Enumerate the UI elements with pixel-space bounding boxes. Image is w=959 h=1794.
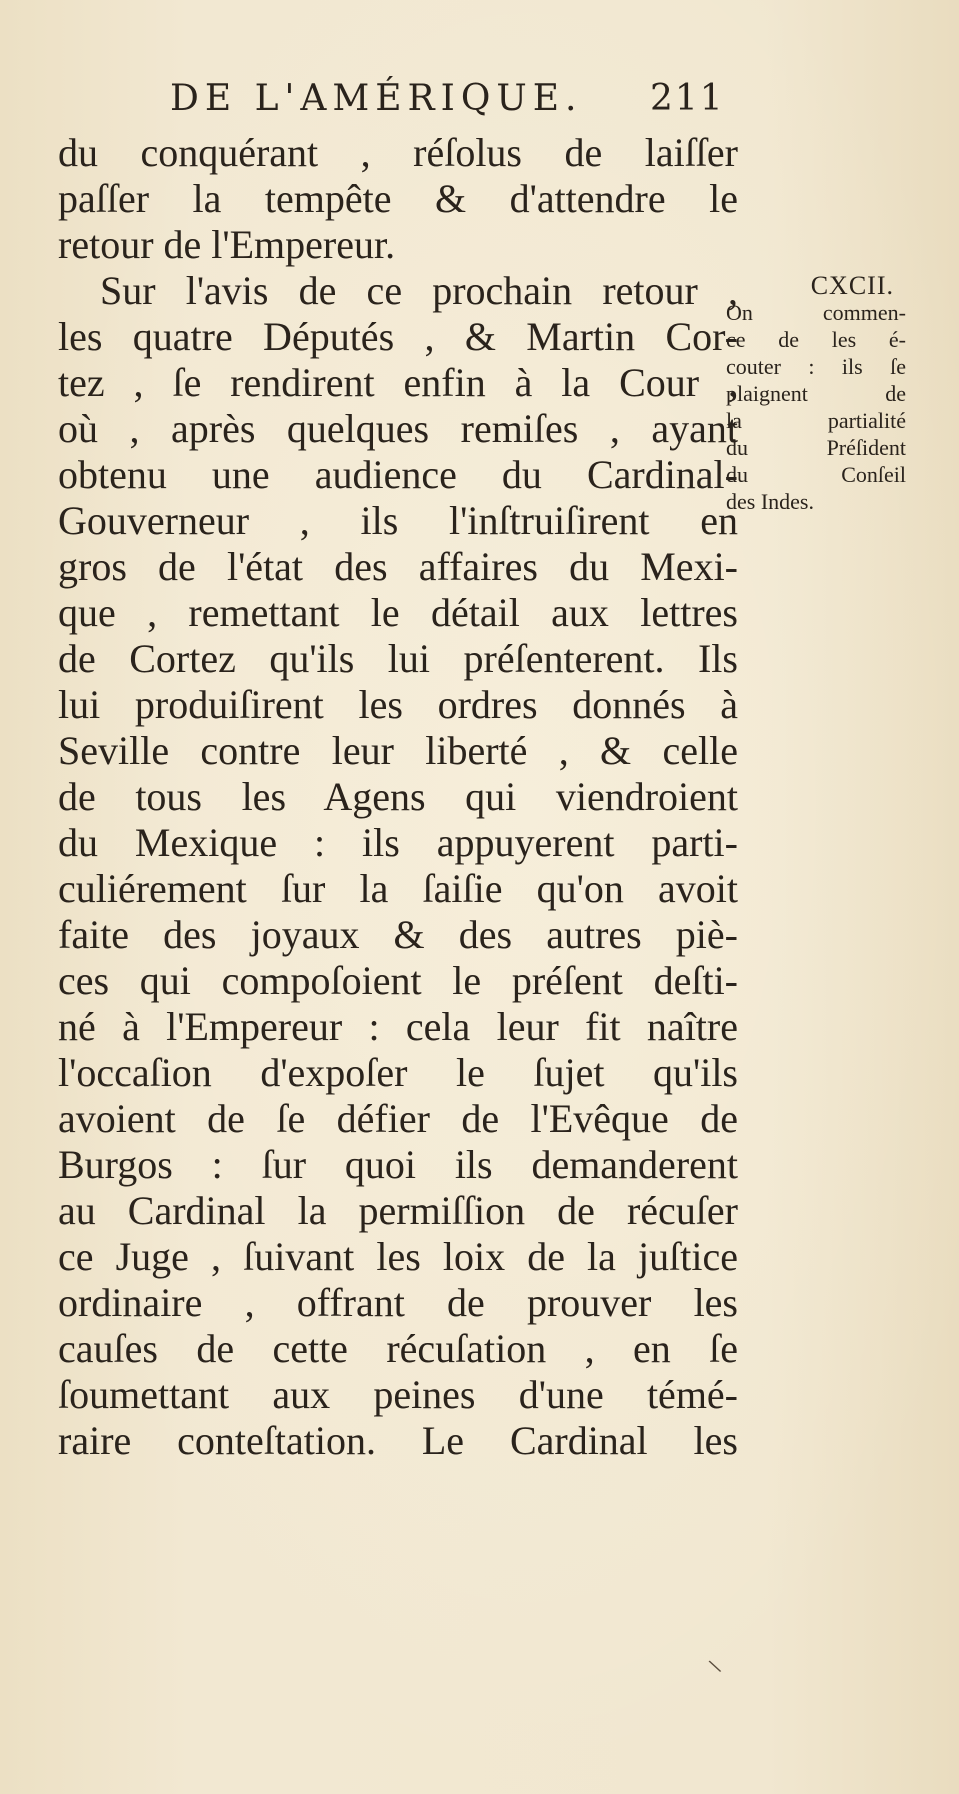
text-line: les quatre Députés , & Martin Cor- (58, 314, 738, 359)
text-line: ſoumettant aux peines d'une témé- (58, 1372, 738, 1417)
marginal-note-line: On commen- (726, 300, 906, 325)
marginal-note-line: des Indes. (726, 489, 814, 514)
text-line: paſſer la tempête & d'attendre le (58, 176, 738, 221)
marginal-note-line: ce de les é- (726, 327, 906, 352)
marginal-note (726, 272, 906, 515)
text-line: au Cardinal la permiſſion de récuſer (58, 1188, 738, 1233)
text-line: né à l'Empereur : cela leur fit naître (58, 1004, 738, 1049)
text-line: culiérement ſur la ſaiſie qu'on avoit (58, 866, 738, 911)
text-line: de tous les Agens qui viendroient (58, 774, 738, 819)
text-line: de Cortez qu'ils lui préſenterent. Ils (58, 636, 738, 681)
text-line: retour de l'Empereur. (58, 222, 396, 267)
stray-print-mark: \ (707, 1655, 723, 1678)
text-line: Gouverneur , ils l'inſtruiſirent en (58, 498, 738, 543)
marginal-note-line: du Conſeil (726, 462, 906, 487)
text-line: faite des joyaux & des autres piè- (58, 912, 738, 957)
text-line: avoient de ſe défier de l'Evêque de (58, 1096, 738, 1141)
marginal-note-line: couter : ils ſe (726, 354, 906, 379)
text-line: ces qui compoſoient le préſent deſti- (58, 958, 738, 1003)
marginal-note-line: plaignent de (726, 381, 906, 406)
text-line: du conquérant , réſolus de laiſſer (58, 130, 738, 175)
marginal-note-line: la partialité (726, 408, 906, 433)
text-line: raire conteſtation. Le Cardinal les (58, 1418, 738, 1463)
text-line: ordinaire , offrant de prouver les (58, 1280, 738, 1325)
marginal-note-number: CXCII. (810, 271, 894, 300)
text-line: Burgos : ſur quoi ils demanderent (58, 1142, 738, 1187)
text-line: tez , ſe rendirent enfin à la Cour , (58, 360, 738, 405)
text-line: l'occaſion d'expoſer le ſujet qu'ils (58, 1050, 738, 1095)
text-line: obtenu une audience du Cardinal- (58, 452, 738, 497)
paragraph-start-line: Sur l'avis de ce prochain retour , (100, 268, 738, 313)
text-line: cauſes de cette récuſation , en ſe (58, 1326, 738, 1371)
text-line: du Mexique : ils appuyerent parti- (58, 820, 738, 865)
text-line: lui produiſirent les ordres donnés à (58, 682, 738, 727)
text-line: où , après quelques remiſes , ayant (58, 406, 738, 451)
page-number: 211 (650, 78, 725, 119)
body-text (58, 130, 738, 1464)
text-line: Seville contre leur liberté , & celle (58, 728, 738, 773)
text-line: que , remettant le détail aux lettres (58, 590, 738, 635)
text-line: ce Juge , ſuivant les loix de la juſtice (58, 1234, 738, 1279)
running-title: DE L'AMÉRIQUE. (170, 78, 583, 119)
text-line: gros de l'état des affaires du Mexi- (58, 544, 738, 589)
marginal-note-line: du Préſident (726, 435, 906, 460)
